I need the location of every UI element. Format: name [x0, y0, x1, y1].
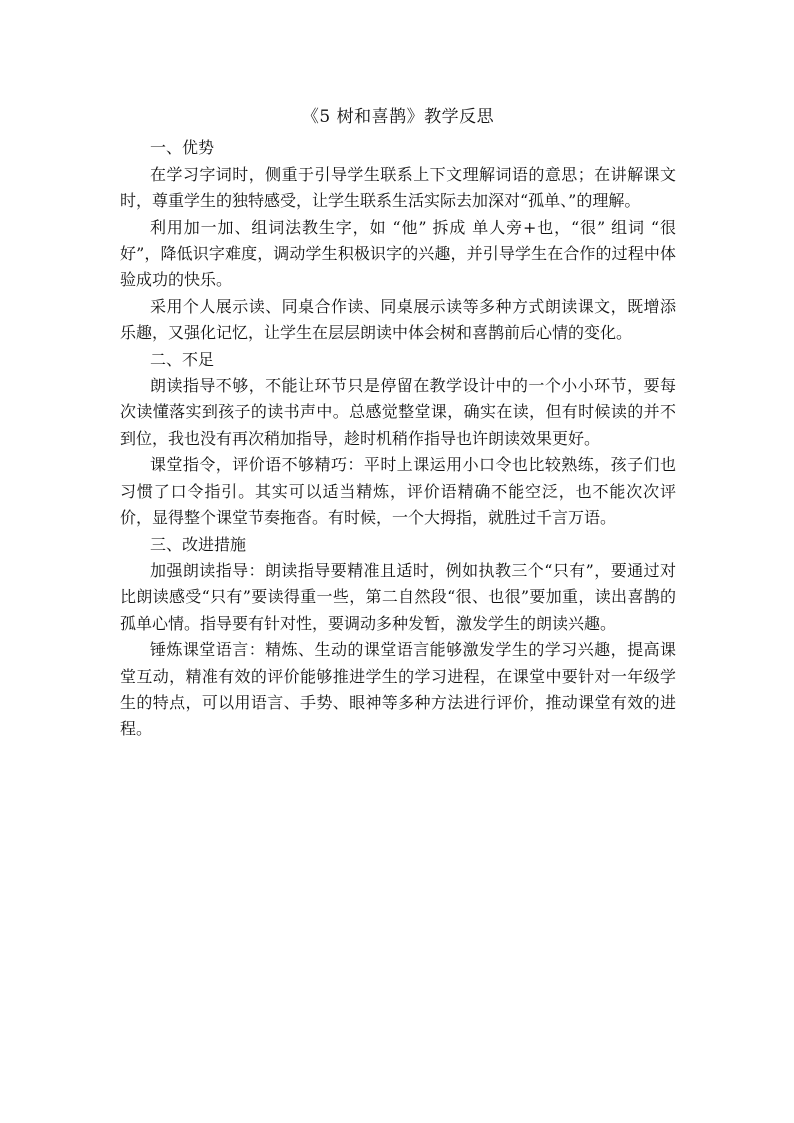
- paragraph: 锤炼课堂语言：精炼、生动的课堂语言能够激发学生的学习兴趣，提高课堂互动，精准有效的评价能够推进学生的学习进程，在课堂中要针对一年级学生的特点，可以用语言、手势、眼神等多种方法进行评价，推动课堂有效的进程。: [120, 640, 676, 739]
- paragraph: 利用加一加、组词法教生字，如 “他” 拆成 单人旁+也，“很” 组词 “很好”，降低识字难度，调动学生积极识字的兴趣，并引导学生在合作的过程中体验成功的快乐。: [120, 217, 676, 290]
- section-heading: 三、改进措施: [150, 534, 247, 554]
- paragraph: 朗读指导不够，不能让环节只是停留在教学设计中的一个小小环节，要每次读懂落实到孩子的读书声中。总感觉整堂课，确实在读，但有时候读的并不到位，我也没有再次稍加指导，趁时机稍作指导也许朗读效果更好。: [120, 376, 676, 448]
- document-body: [120, 104, 676, 743]
- section-advantages: [120, 135, 676, 346]
- section-improvements: [120, 532, 676, 743]
- paragraph: 课堂指令，评价语不够精巧：平时上课运用小口令也比较熟练，孩子们也习惯了口令指引。其实可以适当精炼，评价语精确不能空泛，也不能次次评价，显得整个课堂节奏拖沓。有时候，一个大拇指，就胜过千言万语。: [120, 455, 676, 528]
- paragraph: 采用个人展示读、同桌合作读、同桌展示读等多种方式朗读课文，既增添乐趣，又强化记忆，让学生在层层朗读中体会树和喜鹊前后心情的变化。: [120, 296, 676, 343]
- document-title: 《5 树和喜鹊》教学反思: [301, 107, 495, 127]
- paragraph: 在学习字词时，侧重于引导学生联系上下文理解词语的意思；在讲解课文时，尊重学生的独特感受，让学生联系生活实际去加深对“孤单、”的理解。: [120, 164, 676, 211]
- paragraph: 加强朗读指导：朗读指导要精准且适时，例如执教三个“只有”，要通过对比朗读感受“只有”要读得重一些，第二自然段“很、也很”要加重，读出喜鹊的孤单心情。指导要有针对性，要调动多种发暂，激发学生的朗读兴趣。: [120, 560, 676, 633]
- section-heading: 二、不足: [150, 349, 215, 369]
- section-heading: 一、优势: [150, 138, 215, 158]
- section-shortcomings: [120, 347, 676, 532]
